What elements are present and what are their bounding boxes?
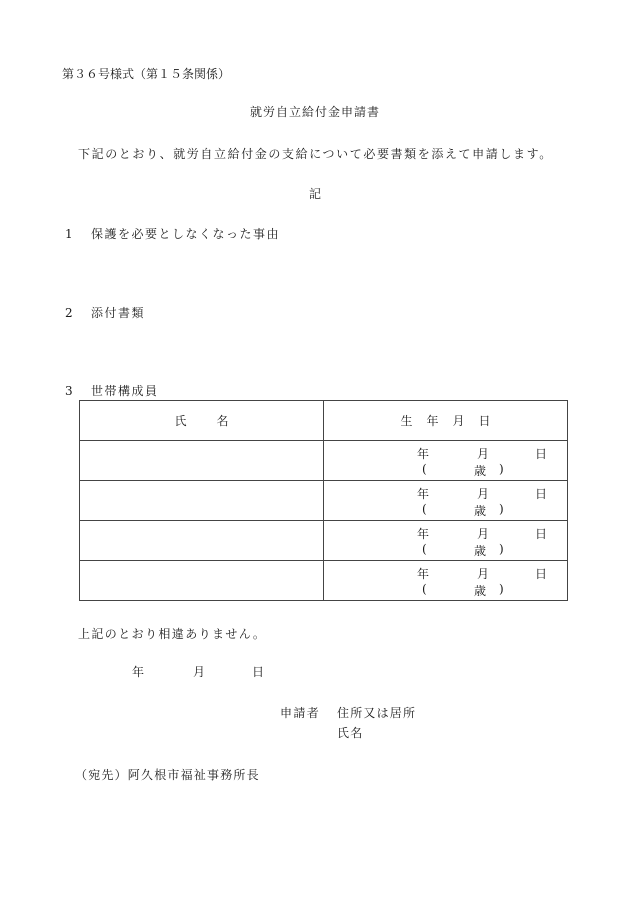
section-label: 世帯構成員 <box>91 384 159 398</box>
member-name-cell[interactable] <box>80 481 324 521</box>
dob-year-label: 年 <box>417 567 430 581</box>
header-name-part: 名 <box>216 414 229 428</box>
dob-day-label: 日 <box>535 487 548 501</box>
section-1 <box>65 225 280 242</box>
address-label: 住所又は居所 <box>337 706 417 720</box>
age-paren-open: ( <box>422 582 427 596</box>
section-number: 3 <box>65 384 75 398</box>
age-paren-close: ) <box>499 502 504 516</box>
attestation-text: 上記のとおり相違ありません。 <box>78 627 267 641</box>
header-dob-part: 生 <box>400 414 413 428</box>
member-name-cell[interactable] <box>80 561 324 601</box>
age-label: 歳 <box>474 584 487 598</box>
date-month-label: 月 <box>193 665 206 679</box>
dob-month-label: 月 <box>477 527 490 541</box>
header-dob-part: 年 <box>426 414 439 428</box>
household-members-table <box>79 400 568 601</box>
dob-year-label: 年 <box>417 487 430 501</box>
header-name-part: 氏 <box>174 414 187 428</box>
section-3 <box>65 382 159 399</box>
header-dob-part: 月 <box>452 414 465 428</box>
dob-month-label: 月 <box>477 487 490 501</box>
age-paren-close: ) <box>499 582 504 596</box>
dob-day-label: 日 <box>535 447 548 461</box>
form-number: 第３６号様式（第１５条関係） <box>62 67 231 81</box>
ki-heading: 記 <box>308 187 321 201</box>
table-row <box>80 561 568 601</box>
date-year-label: 年 <box>132 665 145 679</box>
section-label: 保護を必要としなくなった事由 <box>91 227 281 241</box>
header-date-of-birth <box>324 401 568 441</box>
section-number: 2 <box>65 306 75 320</box>
section-label: 添付書類 <box>91 306 146 320</box>
dob-day-label: 日 <box>535 567 548 581</box>
section-2 <box>65 304 145 321</box>
age-label: 歳 <box>474 544 487 558</box>
dob-month-label: 月 <box>477 567 490 581</box>
member-dob-cell[interactable] <box>324 521 568 561</box>
date-day-label: 日 <box>252 665 265 679</box>
table-row <box>80 441 568 481</box>
document-title: 就労自立給付金申請書 <box>249 105 380 119</box>
age-paren-open: ( <box>422 542 427 556</box>
dob-year-label: 年 <box>417 447 430 461</box>
member-dob-cell[interactable] <box>324 561 568 601</box>
member-name-cell[interactable] <box>80 521 324 561</box>
age-label: 歳 <box>474 464 487 478</box>
member-dob-cell[interactable] <box>324 481 568 521</box>
table-row <box>80 521 568 561</box>
header-dob-part: 日 <box>478 414 491 428</box>
member-name-cell[interactable] <box>80 441 324 481</box>
age-paren-open: ( <box>422 462 427 476</box>
age-paren-open: ( <box>422 502 427 516</box>
section-number: 1 <box>65 227 75 241</box>
dob-year-label: 年 <box>417 527 430 541</box>
age-paren-close: ) <box>499 462 504 476</box>
member-dob-cell[interactable] <box>324 441 568 481</box>
age-label: 歳 <box>474 504 487 518</box>
dob-day-label: 日 <box>535 527 548 541</box>
addressee: （宛先）阿久根市福祉事務所長 <box>75 768 260 782</box>
header-name <box>80 401 324 441</box>
dob-month-label: 月 <box>477 447 490 461</box>
table-row <box>80 481 568 521</box>
intro-text: 下記のとおり、就労自立給付金の支給について必要書類を添えて申請します。 <box>78 147 553 161</box>
age-paren-close: ) <box>499 542 504 556</box>
applicant-label: 申請者 <box>280 706 321 720</box>
name-label: 氏名 <box>337 726 364 740</box>
table-header-row <box>80 401 568 441</box>
